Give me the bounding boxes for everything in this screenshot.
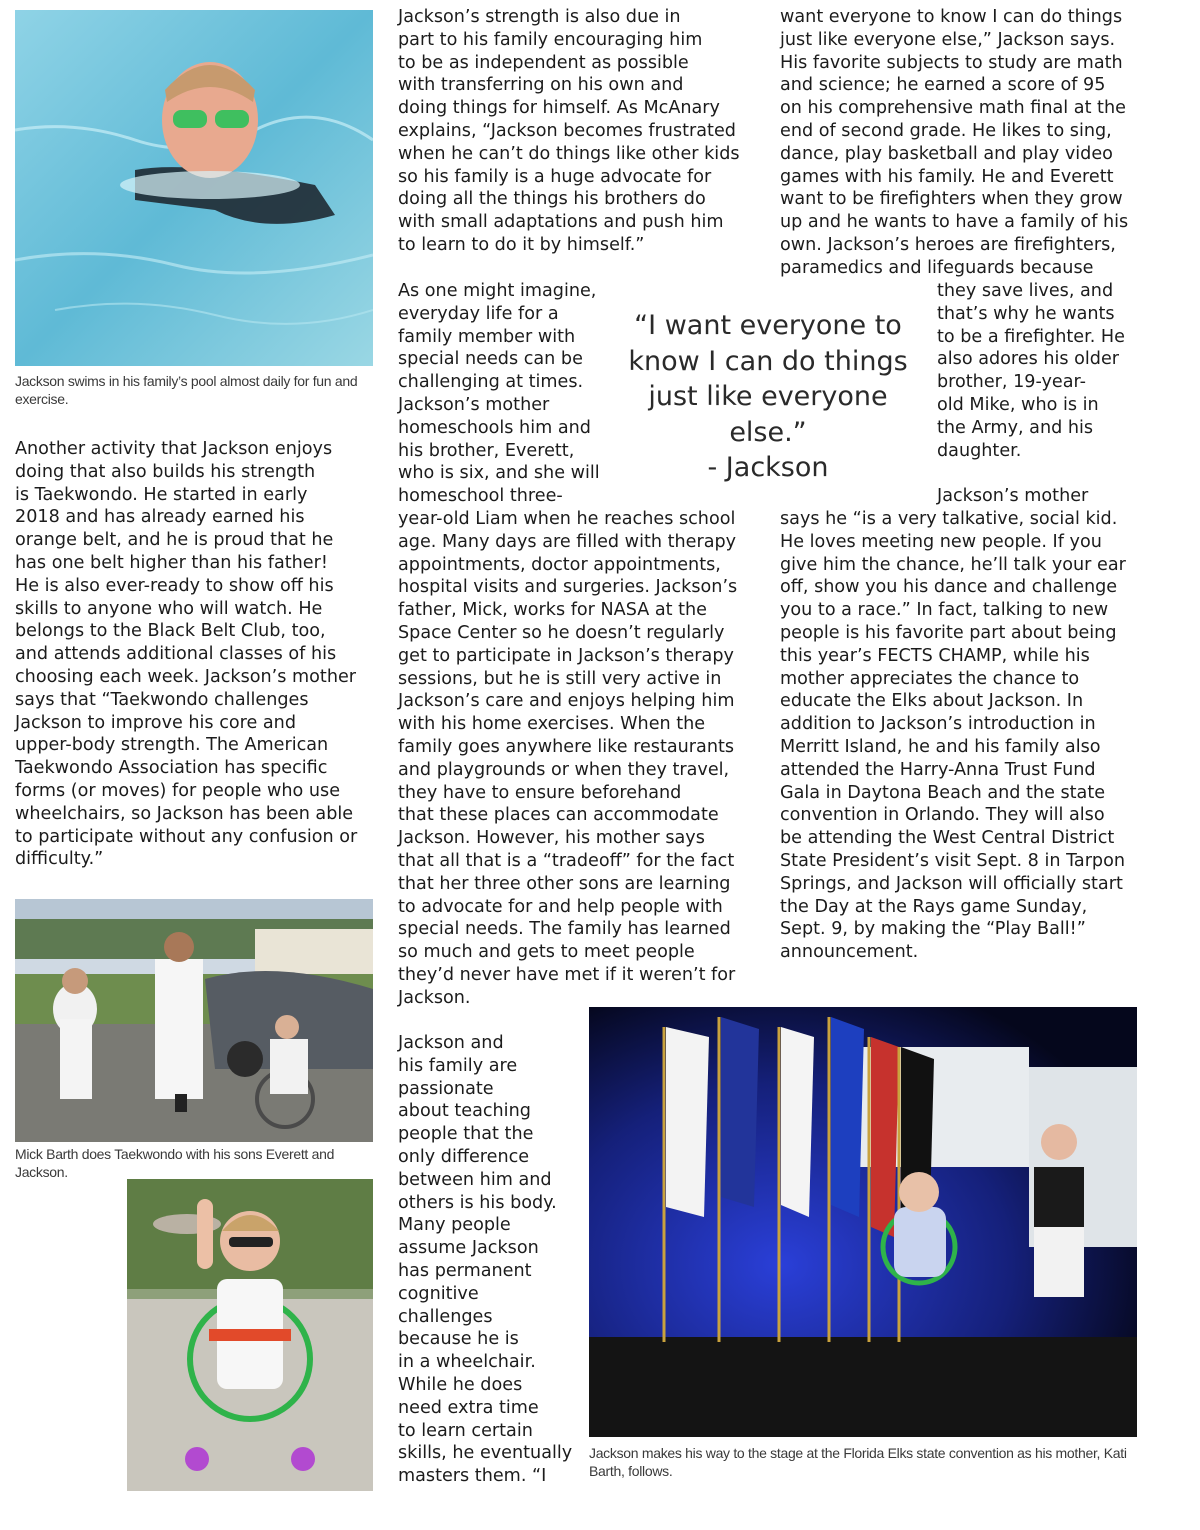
pool-photo (15, 10, 373, 366)
favorites-paragraph-narrow: they save lives, and that’s why he wants to be a firefighter. He also adores his older brother, 19-year- old Mike, who is in the Army, and his daughter. (937, 281, 1125, 461)
favorites-paragraph-wide: want everyone to know I can do things just like everyone else,” Jackson says. His favorite subjects to study are math and science; he earned a score of 95 on his comprehensive math final at the end of second grade. He likes to sing, dance, play basketball and play video games with his family. He and Everett want to be firefighters when they grow up and he wants to have a family of his own. Jackson’s heroes are firefighters, paramedics and lifeguards because (780, 7, 1129, 278)
everyday-life-paragraph-wide: year-old Liam when he reaches school age. Many days are filled with therapy appointments, doctor appointments, hospital visits and surgeries. Jackson’s father, Mick, works for NASA at the Space Center so he doesn’t regularly get to participate in Jackson’s therapy sessions, but he is still very active in Jackson’s care and enjoys helping him with his home exercises. When the family goes anywhere like restaurants and playgrounds or when they travel, they have to ensure beforehand that these places can accommodate Jackson. However, his mother says that all that is a “tradeoff” for the fact that her three other sons are learning to advocate for and help people with special needs. The family has learned so much and gets to meet people they’d never have met if it weren’t for Jackson. (398, 509, 738, 1008)
taekwondo-caption: Mick Barth does Taekwondo with his sons Everett and Jackson. (15, 1146, 335, 1180)
taekwondo-paragraph: Another activity that Jackson enjoys doing that also builds his strength is Taekwondo. He started in early 2018 and has already earned his orange belt, and he is proud that he has one belt higher than his father! He is also ever-ready to show off his skills to anyone who will watch. He belongs to the Black Belt Club, too, and attends additional classes of his choosing each week. Jackson’s mother says that “Taekwondo challenges Jackson to improve his core and upper-body strength. The American Taekwondo Association has specific forms (or moves) for people who use wheelchairs, so Jackson has been able to participate without any confusion or difficulty.” (15, 439, 358, 870)
pool-caption: Jackson swims in his family’s pool almost daily for fun and exercise. (15, 373, 358, 407)
passionate-paragraph: Jackson and his family are passionate about teaching people that the only difference between him and others is his body. Many people assume Jackson has permanent cognitive challenges because he is in a wheelchair. While he does need extra time to learn certain skills, he eventually masters them. “I (398, 1033, 573, 1487)
pull-quote-text: “I want everyone to know I can do things just like everyone else.” (628, 310, 908, 448)
pull-quote (612, 308, 924, 486)
orange-belt-photo (127, 1179, 373, 1491)
social-paragraph-wide: says he “is a very talkative, social kid. He loves meeting new people. If you give him the chance, he’ll talk your ear off, show you his dance and challenge you to a race.” In fact, talking to new people is his favorite part about being this year’s FECTS CHAMP, while his mother appreciates the chance to educate the Elks about Jackson. In addition to Jackson’s introduction in Merritt Island, he and his family also attended the Harry-Anna Trust Fund Gala in Daytona Beach and the state convention in Orlando. They will also be attending the West Central District State President’s visit Sept. 8 in Tarpon Springs, and Jackson will officially start the Day at the Rays game Sunday, Sept. 9, by making the “Play Ball!” announcement. (780, 509, 1126, 963)
stage-photo (589, 1007, 1137, 1437)
social-paragraph-narrow: Jackson’s mother (937, 486, 1089, 506)
strength-paragraph: Jackson’s strength is also due in part to his family encouraging him to be as independent as possible with transferring on his own and doing things for himself. As McAnary explains, “Jackson becomes frustrated when he can’t do things like other kids so his family is a huge advocate for doing all the things his brothers do with small adaptations and push him to learn to do it by himself.” (398, 7, 740, 255)
taekwondo-family-photo (15, 899, 373, 1142)
stage-caption: Jackson makes his way to the stage at the Florida Elks state convention as his mother, Kati Barth, follows. (589, 1445, 1127, 1479)
pull-quote-attribution: - Jackson (707, 452, 829, 483)
everyday-life-paragraph-narrow: As one might imagine, everyday life for a family member with special needs can be challenging at times. Jackson’s mother homeschools him and his brother, Everett, who is six, and she will homeschool three- (398, 281, 600, 507)
